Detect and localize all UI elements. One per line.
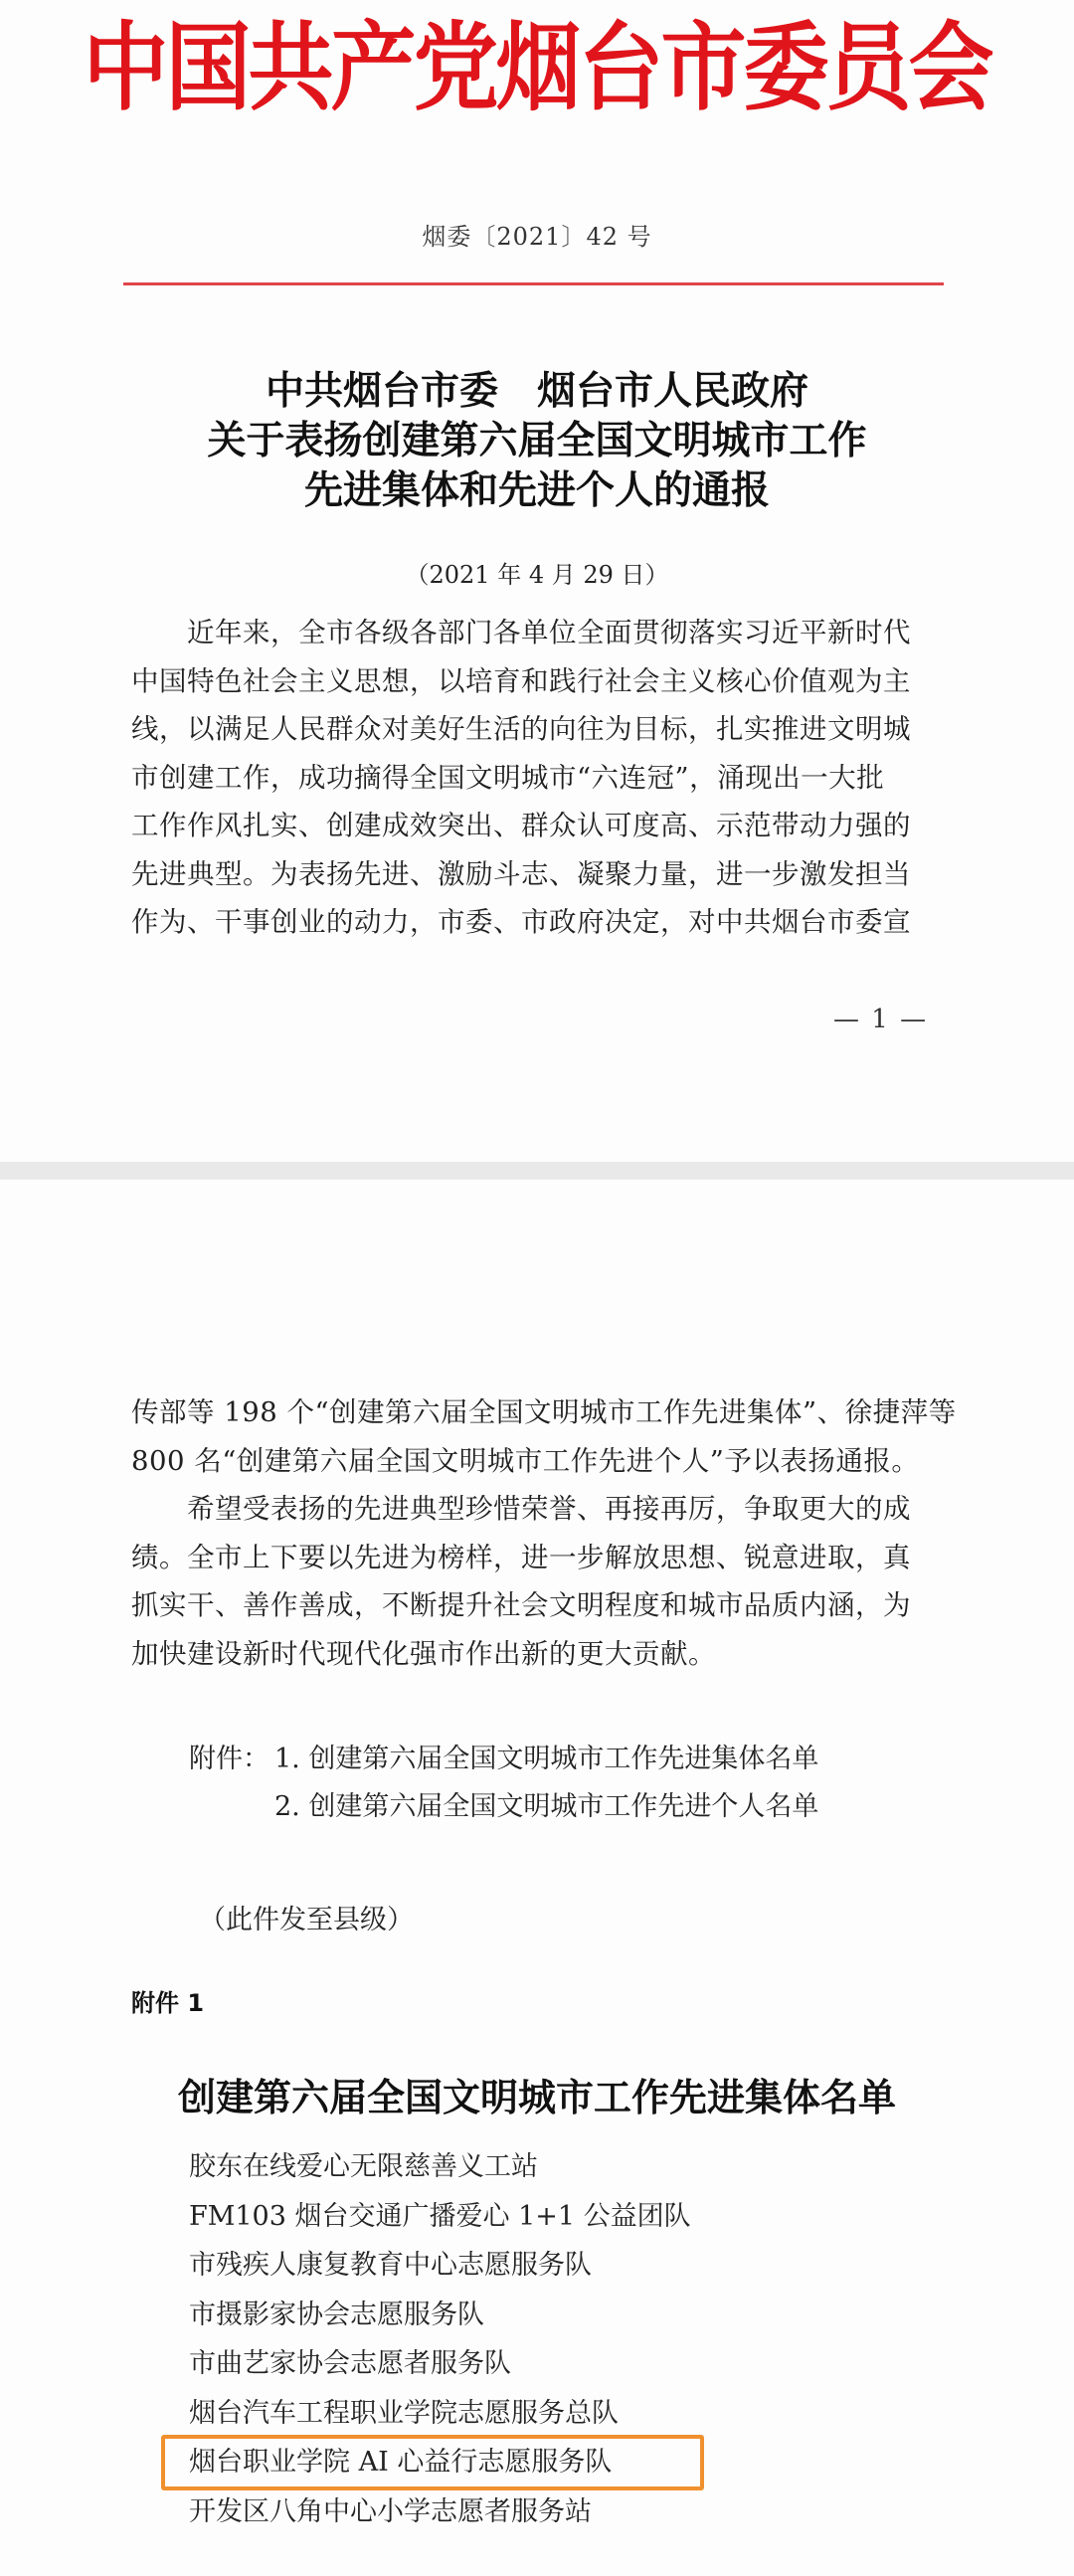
paragraph-line: 线，以满足人民群众对美好生活的向往为目标，扎实推进文明城	[131, 713, 911, 745]
page-number: — 1 —	[833, 1005, 929, 1034]
paragraph-line: 工作作风扎实、创建成效突出、群众认可度高、示范带动力强的	[131, 810, 911, 841]
title-line: 中共烟台市委 烟台市人民政府	[265, 368, 808, 414]
paragraph-line: 作为、干事创业的动力，市委、市政府决定，对中共烟台市委宣	[131, 906, 911, 938]
list-item: 市摄影家协会志愿服务队	[189, 2299, 484, 2330]
attachment-item: 2. 创建第六届全国文明城市工作先进个人名单	[274, 1791, 819, 1822]
document-title	[0, 366, 1074, 515]
document-page-2	[0, 1180, 1074, 2576]
masthead-title: 中国共产党烟台市委员会	[83, 13, 991, 125]
paragraph-line: 800 名“创建第六届全国文明城市工作先进个人”予以表扬通报。	[131, 1444, 920, 1477]
paragraph-line: 近年来，全市各级各部门各单位全面贯彻落实习近平新时代	[131, 617, 911, 648]
paragraph-line: 市创建工作，成功摘得全国文明城市“六连冠”，涌现出一大批	[131, 761, 885, 794]
paragraph-line: 希望受表扬的先进典型珍惜荣誉、再接再厉，争取更大的成	[131, 1493, 911, 1525]
orange-highlight-box	[161, 2435, 704, 2490]
attachments-label: 附件：	[189, 1744, 269, 1774]
list-title: 创建第六届全国文明城市工作先进集体名单	[177, 2075, 896, 2119]
document-date: （2021 年 4 月 29 日）	[405, 561, 669, 589]
paragraph-line: 传部等 198 个“创建第六届全国文明城市工作先进集体”、徐捷萍等	[131, 1396, 957, 1428]
title-line: 先进集体和先进个人的通报	[303, 467, 770, 513]
document-page-1	[0, 0, 1074, 1162]
document-number: 烟委〔2021〕42 号	[422, 223, 652, 251]
attachment-item: 1. 创建第六届全国文明城市工作先进集体名单	[274, 1744, 819, 1774]
annex-label: 附件 1	[131, 1989, 205, 2017]
list-item: 市残疾人康复教育中心志愿服务队	[189, 2250, 592, 2281]
paragraph-line: 加快建设新时代现代化强市作出新的更大贡献。	[131, 1637, 716, 1670]
list-item: 开发区八角中心小学志愿者服务站	[189, 2495, 592, 2527]
paragraph-line: 先进典型。为表扬先进、激励斗志、凝聚力量，进一步激发担当	[131, 857, 911, 890]
list-item: FM103 烟台交通广播爱心 1+1 公益团队	[189, 2200, 691, 2232]
list-item-highlighted: 烟台职业学院 AI 心益行志愿服务队	[189, 2447, 613, 2478]
paragraph-line: 中国特色社会主义思想，以培育和践行社会主义核心价值观为主	[131, 664, 911, 697]
intro-paragraph	[131, 609, 947, 947]
continuation-paragraph	[131, 1388, 957, 1678]
paragraph-line: 抓实干、善作善成，不断提升社会文明程度和城市品质内涵，为	[131, 1589, 911, 1621]
red-divider-line	[123, 282, 944, 285]
list-item: 胶东在线爱心无限慈善义工站	[189, 2151, 538, 2182]
distribution-note: （此件发至县级）	[199, 1905, 414, 1935]
title-line: 关于表扬创建第六届全国文明城市工作	[207, 418, 867, 463]
list-item: 市曲艺家协会志愿者服务队	[189, 2348, 511, 2379]
list-item: 烟台汽车工程职业学院志愿服务总队	[189, 2397, 619, 2429]
paragraph-line: 绩。全市上下要以先进为榜样，进一步解放思想、锐意进取，真	[131, 1541, 911, 1573]
